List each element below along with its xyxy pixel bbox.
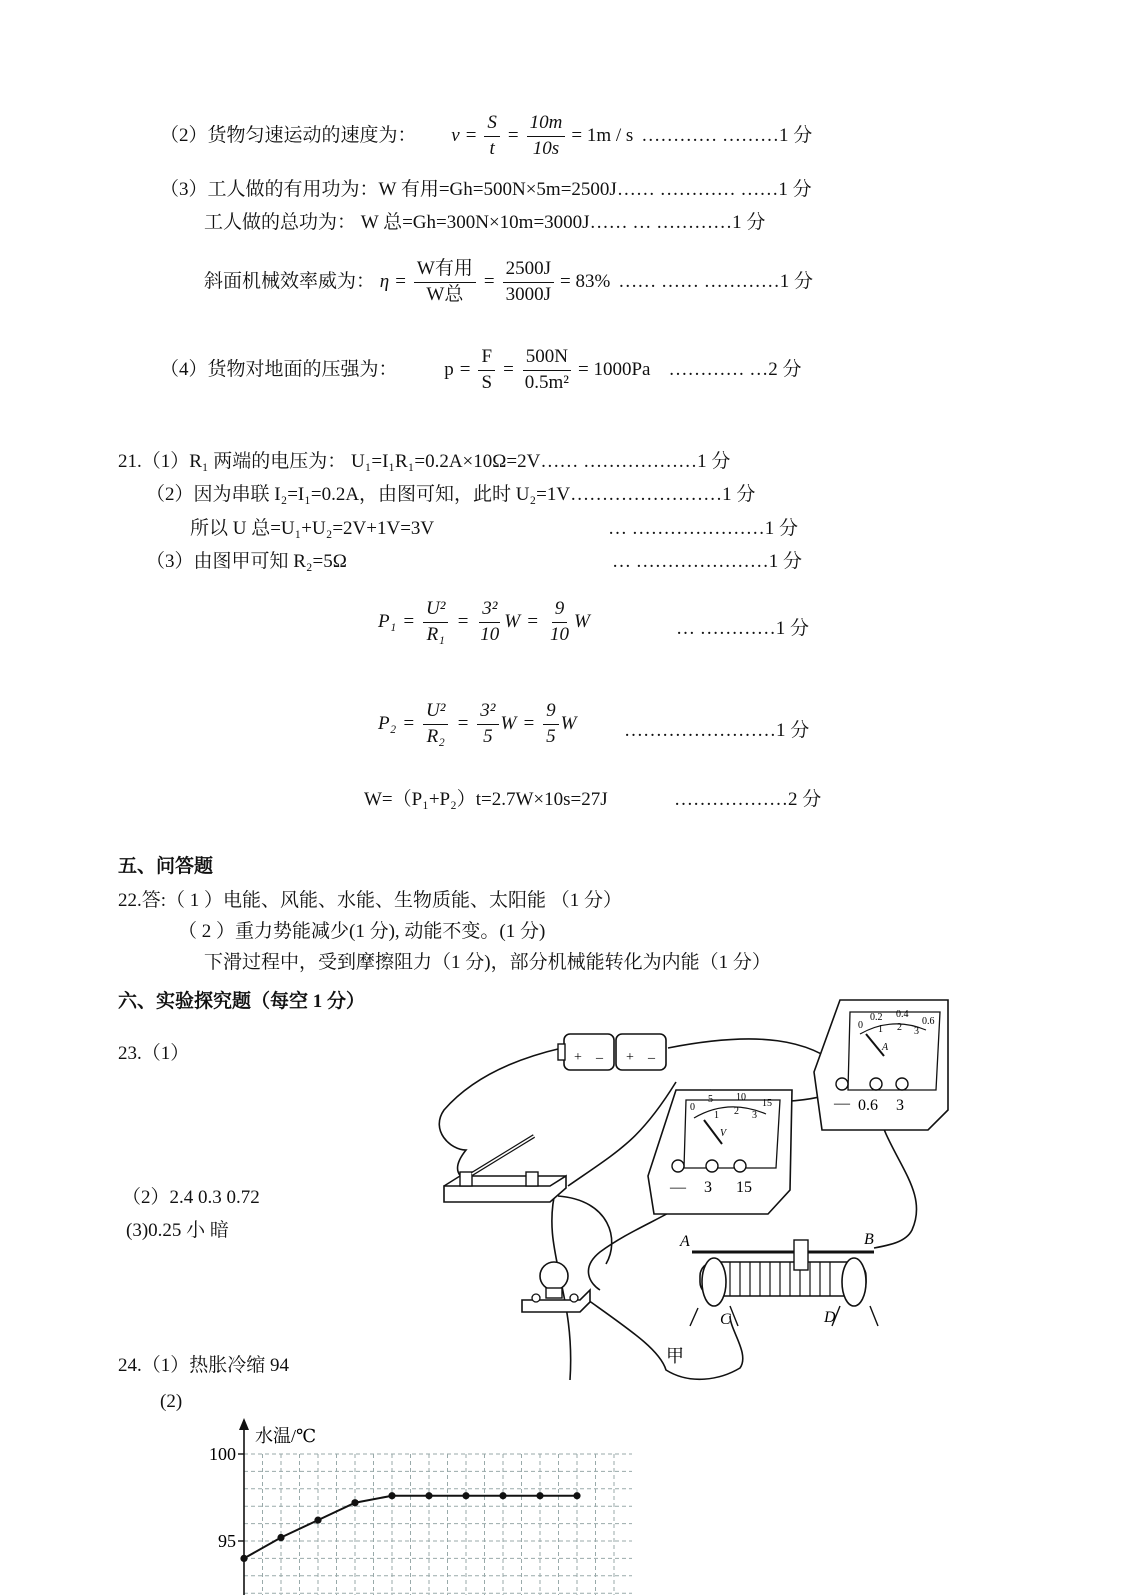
- y-tick-label: 100: [209, 1444, 236, 1464]
- graph-ylabel: 水温/℃: [255, 1426, 317, 1446]
- q23-1: 23.（1）: [118, 1043, 190, 1064]
- y-axis-arrow: [239, 1418, 249, 1430]
- data-point: [314, 1517, 321, 1524]
- svg-text:_: _: [648, 1046, 655, 1061]
- q21-p2-score: ……………………1 分: [624, 720, 810, 741]
- section-6-title: 六、实验探究题（每空 1 分）: [118, 991, 366, 1012]
- svg-text:0.2: 0.2: [870, 1012, 883, 1023]
- data-point: [240, 1555, 247, 1562]
- q21-l2: （2）因为串联 I₂=I₁=0.2A，由图可知，此时 U₂=1V……………………1 分: [146, 484, 756, 505]
- q21-l4-score: … …………………1 分: [612, 551, 803, 572]
- q20-s2-label: （2）货物匀速运动的速度为：: [160, 124, 417, 146]
- svg-text:0.4: 0.4: [896, 1009, 909, 1020]
- score: …… …… …………1 分: [618, 270, 814, 292]
- efficiency-formula: η = $\frac{\text{W有用}}{\text{W总}}$ = $\frac{2500J}{3000J}$ = 83% …… …… …………1 分: [379, 258, 814, 305]
- q24-l1: 24.（1）热胀冷缩 94: [118, 1355, 290, 1376]
- q21-l1: 21.（1）R₁ 两端的电压为： U₁=I₁R₁=0.2A×10Ω=2V…… ………………1 分: [118, 451, 731, 472]
- q21-l4: （3）由图甲可知 R₂=5Ω: [146, 551, 347, 572]
- rheostat-icon: [679, 1231, 878, 1328]
- switch-icon: [444, 1136, 566, 1202]
- pressure-label: （4）货物对地面的压强为：: [160, 358, 398, 380]
- fraction-u2-r2: $\frac{\text{U²}}{\text{R₂}}$: [423, 700, 448, 749]
- svg-text:0: 0: [858, 1020, 863, 1031]
- efficiency-label: 斜面机械效率威为：: [204, 270, 376, 292]
- svg-text:+: +: [626, 1050, 634, 1065]
- svg-text:10: 10: [736, 1092, 746, 1103]
- voltmeter-icon: [648, 1090, 792, 1214]
- svg-text:5: 5: [708, 1094, 713, 1105]
- q21-p1: [378, 598, 590, 647]
- y-tick-label: 95: [218, 1531, 236, 1551]
- data-point: [499, 1492, 506, 1499]
- q24-l2: (2): [160, 1391, 183, 1412]
- q21-p2: [378, 700, 576, 749]
- data-point: [425, 1492, 432, 1499]
- eta-symbol: η: [379, 270, 390, 292]
- data-point: [536, 1492, 543, 1499]
- q21-l3-score: … …………………1 分: [608, 518, 799, 539]
- fraction-9-5b: $\frac{9}{5}$: [543, 700, 559, 749]
- pressure-formula: p = $\frac{F}{S}$ = $\frac{500N}{\text{0.5m²}}$ = 1000Pa ………… …2 分: [444, 346, 802, 393]
- data-point: [277, 1534, 284, 1541]
- svg-text:3: 3: [914, 1026, 919, 1037]
- fraction-500-05: $\frac{500N}{\text{0.5m²}}$: [524, 346, 570, 393]
- svg-text:B: B: [864, 1231, 874, 1248]
- svg-text:V: V: [720, 1128, 727, 1139]
- score: ………… ………1 分: [641, 124, 813, 146]
- fraction-f-s: $\frac{F}{S}$: [478, 346, 495, 395]
- svg-text:C: C: [720, 1311, 731, 1328]
- fraction-10m-10s: $\frac{10m}{10s}$: [527, 112, 566, 161]
- fraction-2500-3000: $\frac{2500J}{3000J}$: [503, 258, 554, 307]
- speed-result: = 1m / s: [571, 124, 634, 146]
- q20-s2-formula: v = $\frac{S}{t}$ = $\frac{10m}{10s}$ = 1m / s ………… ………1 分: [451, 112, 813, 159]
- circuit-diagram: [430, 990, 960, 1390]
- svg-text:3: 3: [752, 1110, 757, 1121]
- q20-s4-pressure: [160, 346, 802, 395]
- fraction-9-5a: $\frac{\text{3²}}{5}$: [477, 700, 498, 749]
- q20-s3-total-work: 工人做的总功为： W 总=Gh=300N×10m=3000J…… … …………1 分: [204, 212, 766, 233]
- p-symbol: p: [444, 358, 454, 380]
- q22-l1: 22.答:（ 1 ）电能、风能、水能、生物质能、太阳能 （1 分）: [118, 890, 623, 911]
- svg-text:3: 3: [704, 1179, 712, 1196]
- q20-s2: [160, 112, 812, 161]
- svg-text:+: +: [574, 1050, 582, 1065]
- data-point: [462, 1492, 469, 1499]
- data-point: [351, 1499, 358, 1506]
- temperature-graph: [200, 1418, 640, 1595]
- q23-3: (3)0.25 小 暗: [126, 1220, 229, 1241]
- q22-l3: 下滑过程中，受到摩擦阻力（1 分)，部分机械能转化为内能（1 分）: [204, 952, 771, 973]
- svg-text:—: —: [670, 1179, 686, 1196]
- section-5-title: 五、问答题: [118, 856, 214, 877]
- svg-text:15: 15: [736, 1179, 752, 1196]
- efficiency-result: = 83%: [559, 270, 611, 292]
- q22-l2: （ 2 ）重力势能减少(1 分), 动能不变。(1 分): [178, 921, 546, 942]
- ammeter-icon: [814, 1000, 948, 1130]
- q20-s3-useful-work: （3）工人做的有用功为：W 有用=Gh=500N×5m=2500J…… ………… ……1 分: [160, 179, 812, 200]
- q21-wline: W=（P₁+P₂）t=2.7W×10s=27J: [364, 789, 608, 810]
- svg-text:15: 15: [762, 1098, 772, 1109]
- p1-formula: P₁ = $\frac{\text{U²}}{\text{R₁}}$ = $\frac{\text{3²}}{10}$ W = $\frac{9}{10}$ W: [378, 598, 590, 645]
- svg-text:3: 3: [896, 1097, 904, 1114]
- score: ………… …2 分: [668, 358, 802, 380]
- data-point: [573, 1492, 580, 1499]
- svg-text:0.6: 0.6: [922, 1016, 935, 1027]
- battery-icon: [558, 1034, 666, 1070]
- q23-2: （2）2.4 0.3 0.72: [122, 1187, 260, 1208]
- svg-text:A: A: [882, 1042, 889, 1053]
- pressure-result: = 1000Pa: [578, 358, 651, 380]
- fraction-s-t: $\frac{S}{t}$: [484, 112, 500, 161]
- data-point: [388, 1492, 395, 1499]
- figure-label: 甲: [666, 1346, 684, 1366]
- p2-formula: P₂ = $\frac{\text{U²}}{\text{R₂}}$ = $\frac{\text{3²}}{5}$ W = $\frac{9}{5}$ W: [378, 700, 577, 747]
- svg-text:—: —: [834, 1095, 850, 1112]
- svg-text:A: A: [680, 1233, 690, 1250]
- fraction-u2-r1: $\frac{\text{U²}}{\text{R₁}}$: [423, 598, 448, 647]
- svg-text:1: 1: [878, 1024, 883, 1035]
- q21-p1-score: … …………1 分: [676, 618, 810, 639]
- svg-text:D: D: [824, 1309, 836, 1326]
- svg-text:0: 0: [690, 1102, 695, 1113]
- fraction-9-10a: $\frac{\text{3²}}{10}$: [480, 598, 500, 645]
- v-symbol: v: [451, 124, 460, 146]
- lamp-icon: [522, 1262, 590, 1312]
- svg-text:_: _: [596, 1046, 603, 1061]
- svg-text:2: 2: [734, 1106, 739, 1117]
- q21-l3: 所以 U 总=U₁+U₂=2V+1V=3V: [190, 518, 435, 539]
- svg-text:2: 2: [897, 1022, 902, 1033]
- fraction-work: $\frac{\text{W有用}}{\text{W总}}$: [414, 258, 476, 307]
- svg-text:1: 1: [714, 1110, 719, 1121]
- q21-wline-score: ………………2 分: [674, 789, 822, 810]
- svg-text:0.6: 0.6: [858, 1097, 878, 1114]
- fraction-9-10b: $\frac{9}{10}$: [549, 598, 569, 645]
- q20-s3-efficiency: [204, 258, 813, 307]
